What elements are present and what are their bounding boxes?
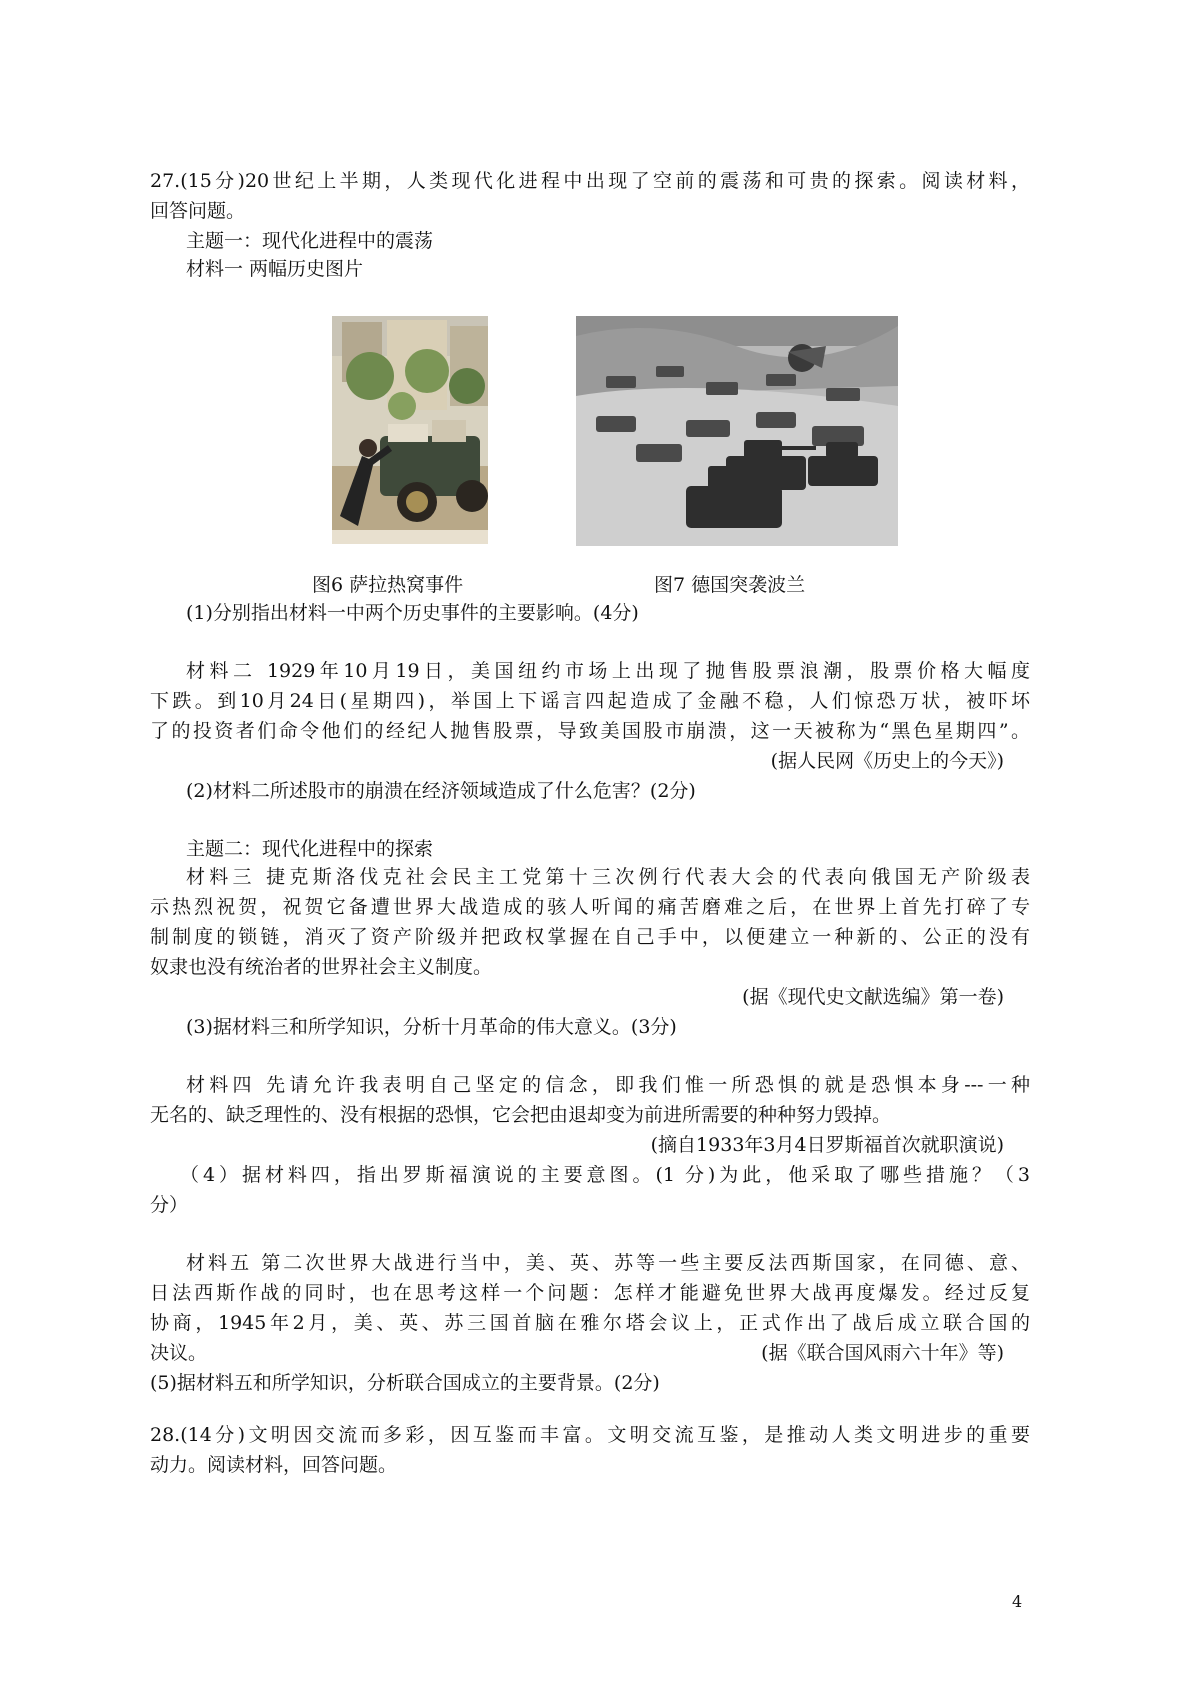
question-5: (5)据材料五和所学知识，分析联合国成立的主要背景。(2分) <box>150 1372 660 1394</box>
material1-intro: 材料一 两幅历史图片 <box>186 258 364 280</box>
material5-line1: 材料五 第二次世界大战进行当中，美、英、苏等一些主要反法西斯国家，在同德、意、 <box>186 1252 1030 1274</box>
material3-line3: 制制度的锁链，消灭了资产阶级并把政权掌握在自己手中，以便建立一种新的、公正的没有 <box>150 926 1030 948</box>
question-4-line2: 分） <box>150 1194 189 1216</box>
material3-line1: 材料三 捷克斯洛伐克社会民主工党第十三次例行代表大会的代表向俄国无产阶级表 <box>186 866 1030 888</box>
material2-line1: 材料二 1929年10月19日，美国纽约市场上出现了抛售股票浪潮，股票价格大幅度 <box>186 660 1030 682</box>
material2-line2: 下跌。到10月24日(星期四)，举国上下谣言四起造成了金融不稳，人们惊恐万状，被吓坏 <box>150 690 1030 712</box>
material5-line2: 日法西斯作战的同时，也在思考这样一个问题：怎样才能避免世界大战再度爆发。经过反复 <box>150 1282 1030 1304</box>
question-4-line1: （4）据材料四，指出罗斯福演说的主要意图。(1 分)为此，他采取了哪些措施？（3 <box>180 1164 1030 1186</box>
material4-source: (摘自1933年3月4日罗斯福首次就职演说) <box>650 1134 1004 1156</box>
question-1: (1)分别指出材料一中两个历史事件的主要影响。(4分) <box>186 602 639 624</box>
material2-line3: 了的投资者们命令他们的经纪人抛售股票，导致美国股市崩溃，这一天被称为“黑色星期四”。 <box>150 720 1030 742</box>
material2-source: (据人民网《历史上的今天》) <box>770 750 1004 772</box>
q27-stem-line1: 27.(15分)20世纪上半期，人类现代化进程中出现了空前的震荡和可贵的探索。阅读材料， <box>150 170 1030 192</box>
sarajevo-incident-image <box>332 316 488 544</box>
question-2: (2)材料二所述股市的崩溃在经济领域造成了什么危害？(2分) <box>186 780 696 802</box>
material4-line1: 材料四 先请允许我表明自己坚定的信念，即我们惟一所恐惧的就是恐惧本身---一种 <box>186 1074 1030 1096</box>
theme2-heading: 主题二：现代化进程中的探索 <box>186 838 434 860</box>
german-invasion-poland-image <box>576 316 898 546</box>
figure6-caption: 图6 萨拉热窝事件 <box>312 574 464 596</box>
material5-source: (据《联合国风雨六十年》等) <box>761 1342 1004 1364</box>
q27-stem-line2: 回答问题。 <box>150 200 246 222</box>
q28-stem-line1: 28.(14分)文明因交流而多彩，因互鉴而丰富。文明交流互鉴，是推动人类文明进步的重要 <box>150 1424 1030 1446</box>
material3-source: (据《现代史文献选编》第一卷) <box>742 986 1004 1008</box>
material5-line3: 协商，1945年2月，美、英、苏三国首脑在雅尔塔会议上，正式作出了战后成立联合国的 <box>150 1312 1030 1334</box>
material3-line2: 示热烈祝贺，祝贺它备遭世界大战造成的骇人听闻的痛苦磨难之后，在世界上首先打碎了专 <box>150 896 1030 918</box>
question-3: (3)据材料三和所学知识，分析十月革命的伟大意义。(3分) <box>186 1016 677 1038</box>
material4-line2: 无名的、缺乏理性的、没有根据的恐惧，它会把由退却变为前进所需要的种种努力毁掉。 <box>150 1104 892 1126</box>
material3-line4: 奴隶也没有统治者的世界社会主义制度。 <box>150 956 493 978</box>
figure7-caption: 图7 德国突袭波兰 <box>654 574 806 596</box>
page-number: 4 <box>1012 1592 1023 1611</box>
material5-line4: 决议。 <box>150 1342 208 1364</box>
theme1-heading: 主题一：现代化进程中的震荡 <box>186 230 434 252</box>
q28-stem-line2: 动力。阅读材料，回答问题。 <box>150 1454 398 1476</box>
